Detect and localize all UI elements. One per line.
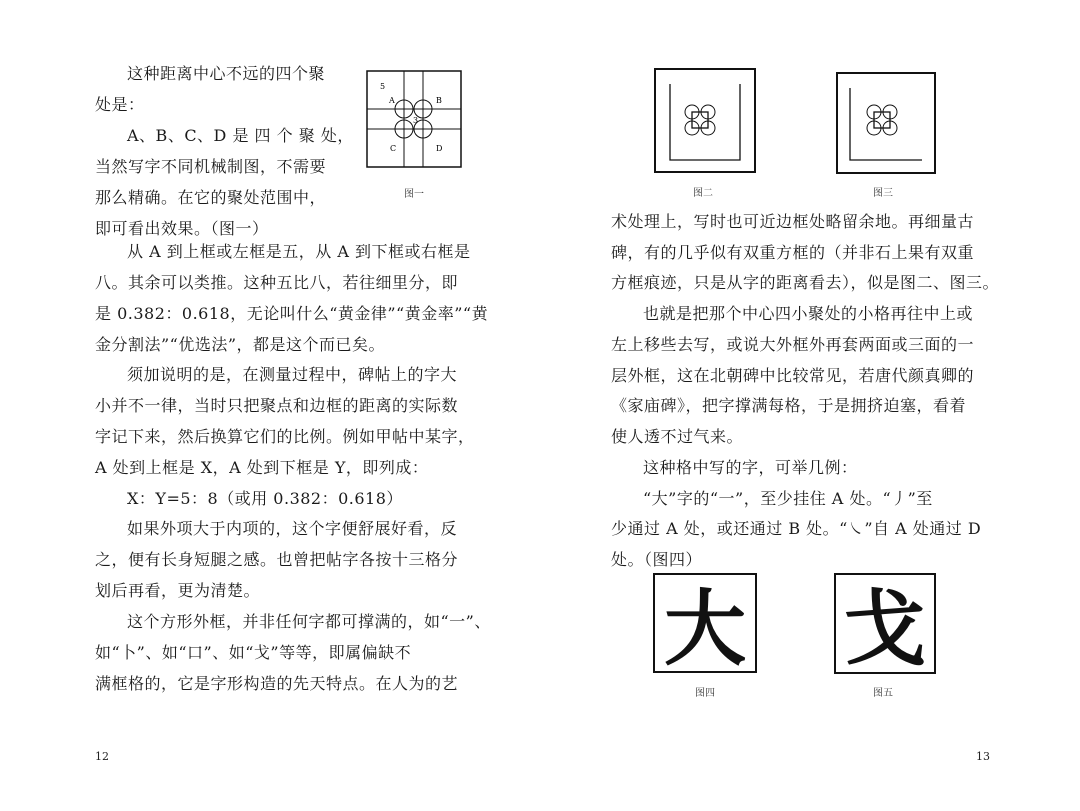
- text-line: 当然写字不同机械制图，不需要: [95, 157, 327, 176]
- text-line: 碑，有的几乎似有双重方框的（并非石上果有双重: [611, 243, 975, 262]
- text-line: 处。（图四）: [611, 550, 703, 569]
- text-line: 须加说明的是，在测量过程中，碑帖上的字大: [127, 365, 458, 384]
- figure-label-c: C: [390, 144, 397, 153]
- text-line: 是 0.382：0.618，无论叫什么“黄金律”“黄金率”“黄: [95, 304, 489, 323]
- text-line: 金分割法”“优选法”，都是这个而已矣。: [95, 335, 386, 354]
- page-number: 12: [95, 750, 109, 763]
- text-line: 这个方形外框，并非任何字都可撑满的，如“一”、: [127, 612, 491, 631]
- text-line: “大”字的“一”，至少挂住 A 处。“丿”至: [643, 489, 933, 508]
- text-line: 处是：: [95, 95, 145, 114]
- figure-two-diagram: [654, 68, 756, 173]
- text-line: 如果外项大于内项的，这个字便舒展好看，反: [127, 519, 458, 538]
- text-line: 这种格中写的字，可举几例：: [643, 458, 858, 477]
- figure-five-character: 戈: [843, 581, 927, 677]
- figure-four-character-box: [653, 573, 757, 677]
- figure-label-5: 5: [380, 82, 386, 91]
- figure-two-caption: 图二: [693, 188, 713, 199]
- text-line: 即可看出效果。（图一）: [95, 219, 269, 238]
- text-line: 层外框，这在北朝碑中比较常见，若唐代颜真卿的: [611, 366, 975, 385]
- figure-label-d: D: [436, 144, 443, 153]
- figure-label-3: 3: [413, 116, 419, 125]
- figure-label-b: B: [436, 96, 442, 105]
- text-line: 划后再看，更为清楚。: [95, 581, 261, 600]
- text-line: 这种距离中心不远的四个聚: [127, 64, 326, 83]
- figure-three-caption: 图三: [873, 188, 893, 199]
- text-line: 满框格的，它是字形构造的先天特点。在人为的艺: [95, 674, 459, 693]
- text-line: 术处理上，写时也可近边框处略留余地。再细量古: [611, 212, 975, 231]
- text-line: 从 A 到上框或左框是五，从 A 到下框或右框是: [127, 242, 471, 261]
- figure-label-a: A: [389, 96, 395, 105]
- text-line: 使人透不过气来。: [611, 427, 744, 446]
- text-line: 方框痕迹，只是从字的距离看去），似是图二、图三。: [611, 273, 1000, 292]
- text-line: 《家庙碑》，把字撑满每格，于是拥挤迫塞，看着: [611, 396, 967, 415]
- figure-four-character: 大: [663, 581, 747, 677]
- text-line: 如“卜”、如“口”、如“戈”等等，即属偏缺不: [95, 643, 412, 662]
- text-line: 字记下来，然后换算它们的比例。例如甲帖中某字，: [95, 427, 475, 446]
- figure-one-grid-diagram: [366, 70, 462, 168]
- text-line: 八。其余可以类推。这种五比八，若往细里分，即: [95, 273, 459, 292]
- page-number: 13: [976, 750, 990, 763]
- text-line: 那么精确。在它的聚处范围中，: [95, 188, 327, 207]
- right-page: [540, 0, 1080, 811]
- figure-one-caption: 图一: [404, 189, 424, 200]
- figure-three-diagram: [836, 72, 936, 174]
- text-line: A、B、C、D 是 四 个 聚 处，: [127, 126, 354, 145]
- formula-line: X：Y=5：8（或用 0.382：0.618）: [127, 489, 403, 508]
- text-line: 少通过 A 处，或还通过 B 处。“㇏”自 A 处通过 D: [611, 519, 982, 538]
- figure-four-caption: 图四: [695, 688, 715, 699]
- text-line: 之，便有长身短腿之感。也曾把帖字各按十三格分: [95, 550, 459, 569]
- text-line: A 处到上框是 X，A 处到下框是 Y，即列成：: [95, 458, 429, 477]
- text-line: 小并不一律，当时只把聚点和边框的距离的实际数: [95, 396, 459, 415]
- text-line: 左上移些去写，或说大外框外再套两面或三面的一: [611, 335, 975, 354]
- text-line: 也就是把那个中心四小聚处的小格再往中上或: [643, 304, 974, 323]
- figure-five-character-box: [834, 573, 936, 677]
- figure-five-caption: 图五: [873, 688, 893, 699]
